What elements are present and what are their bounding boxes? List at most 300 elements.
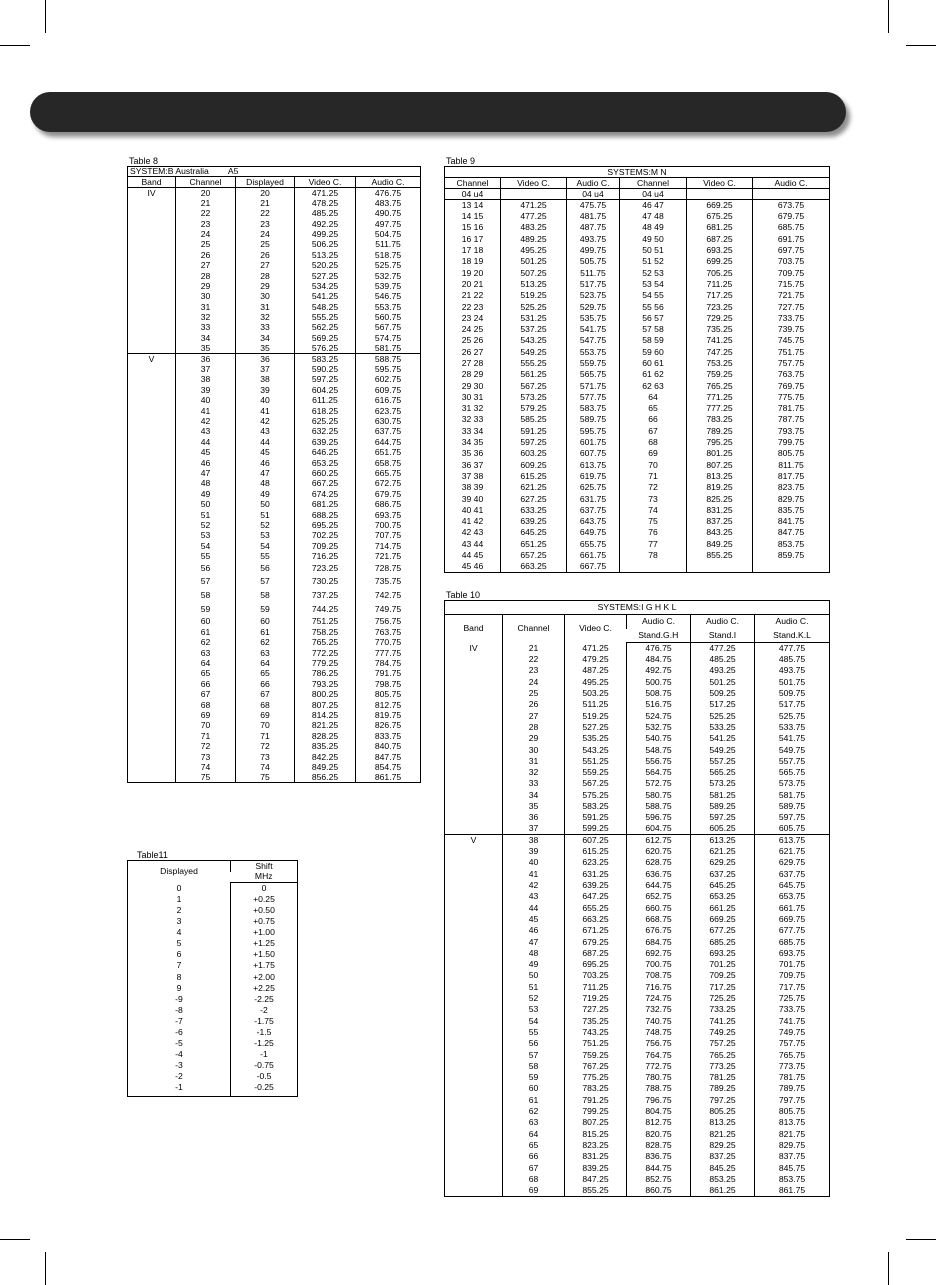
table-cell: 569.25	[295, 333, 356, 343]
table-cell: 676.75	[627, 925, 691, 936]
table-cell: 589.25	[691, 801, 755, 812]
table-cell: 64	[503, 1128, 565, 1139]
table-cell: 13 14	[461, 200, 484, 211]
table-cell: 48	[236, 478, 295, 488]
table-row	[445, 891, 830, 902]
table-cell: 37	[236, 364, 295, 374]
band-label	[128, 772, 176, 782]
table-cell: 677.25	[691, 925, 755, 936]
table-cell: 795.25	[687, 437, 753, 448]
table-cell: 693.25	[687, 245, 753, 256]
table-cell: 32	[236, 312, 295, 322]
table-cell: 611.25	[295, 395, 356, 405]
table-cell: 47	[503, 936, 565, 947]
table-cell: 759.25	[565, 1049, 627, 1060]
table-cell: 487.75	[567, 222, 620, 233]
table-cell: 693.75	[755, 948, 830, 959]
table-cell: 484.75	[627, 654, 691, 665]
band-label	[128, 617, 176, 627]
table-row	[445, 1106, 830, 1117]
table-cell: 492.75	[627, 665, 691, 676]
table-cell: -2.25	[231, 993, 298, 1004]
band-label	[128, 447, 176, 457]
table-cell: 23	[176, 219, 236, 229]
table-row	[445, 925, 830, 936]
table-cell: 751.25	[565, 1038, 627, 1049]
table-cell: 655.25	[565, 902, 627, 913]
table-row	[445, 358, 830, 369]
band-label	[445, 1038, 503, 1049]
band-label	[445, 1083, 503, 1094]
table-cell: 47	[176, 468, 236, 478]
band-label	[128, 762, 176, 772]
table-cell: 764.75	[627, 1049, 691, 1060]
table-cell: -2	[175, 1071, 183, 1082]
table-cell: 66	[236, 679, 295, 689]
table-cell: 733.75	[753, 312, 830, 323]
table-cell: 62	[503, 1106, 565, 1117]
table-cell: 535.75	[567, 312, 620, 323]
table-cell: 793.75	[753, 425, 830, 436]
table-cell: 671.25	[565, 925, 627, 936]
table8-header: Channel	[176, 177, 236, 188]
table-row	[445, 1173, 830, 1184]
table-cell: 56	[503, 1038, 565, 1049]
band-label	[128, 741, 176, 751]
table-cell: 519.25	[565, 710, 627, 721]
table-cell: -0.25	[231, 1082, 298, 1093]
table-cell: 805.75	[356, 689, 421, 699]
table-cell: 35 36	[461, 448, 484, 459]
table-cell: 23	[503, 665, 565, 676]
table-cell: 765.25	[295, 637, 356, 647]
table-row	[445, 256, 830, 267]
table-cell: 59 60	[620, 346, 687, 357]
table-cell: 70	[176, 720, 236, 730]
table8-header: Band	[128, 177, 176, 188]
table-cell: 5	[176, 938, 182, 949]
table-cell: 485.75	[755, 654, 830, 665]
table-cell: 612.75	[627, 835, 691, 846]
table-cell: 805.75	[753, 448, 830, 459]
table-cell: 61	[236, 627, 295, 637]
table-cell: 501.25	[501, 256, 567, 267]
table-row	[128, 971, 298, 982]
table-cell: 36	[236, 354, 295, 364]
table-cell: 30	[236, 291, 295, 301]
table-cell: 23	[236, 219, 295, 229]
table-cell: 609.25	[501, 459, 567, 470]
band-label	[128, 710, 176, 720]
table-cell: 833.75	[356, 731, 421, 741]
table-cell: +1.50	[231, 949, 298, 960]
table-cell: 40	[503, 857, 565, 868]
table-row	[445, 823, 830, 834]
table-cell: 691.75	[753, 233, 830, 244]
table-cell: -0.75	[231, 1060, 298, 1071]
table-cell: 807.25	[565, 1117, 627, 1128]
table-cell: 72	[176, 741, 236, 751]
table-cell: 492.25	[295, 219, 356, 229]
table-cell: 789.25	[687, 425, 753, 436]
table-cell: 573.75	[755, 778, 830, 789]
table-cell: 55	[236, 551, 295, 561]
table-cell: 551.25	[565, 755, 627, 766]
table-cell: 628.75	[627, 857, 691, 868]
table-row	[128, 1027, 298, 1038]
table-row	[445, 676, 830, 687]
table-cell: 72	[236, 741, 295, 751]
table-cell: 73	[236, 752, 295, 762]
table-cell: 576.25	[295, 343, 356, 353]
table-cell: 829.75	[755, 1140, 830, 1151]
table-cell: 75	[176, 772, 236, 782]
table-row	[445, 846, 830, 857]
table-cell: 511.75	[567, 267, 620, 278]
table-cell: 53	[503, 1004, 565, 1015]
table-cell: 54 55	[620, 290, 687, 301]
table-cell: 605.25	[691, 823, 755, 834]
table-row	[128, 700, 421, 710]
table-cell: 8	[176, 971, 182, 982]
table-cell: 27	[176, 260, 236, 270]
table-cell: 71	[236, 731, 295, 741]
table-cell: 48	[503, 948, 565, 959]
table-cell: 58	[236, 589, 295, 603]
table-cell: 567.25	[501, 380, 567, 391]
table-cell: 756.75	[627, 1038, 691, 1049]
crop-mark	[888, 0, 889, 33]
band-label	[445, 1027, 503, 1038]
table-10	[444, 600, 830, 1197]
table-cell: 505.75	[567, 256, 620, 267]
table-cell: 733.75	[755, 1004, 830, 1015]
table-cell: 688.25	[295, 510, 356, 520]
table-cell: 681.25	[295, 499, 356, 509]
table-cell: 509.25	[691, 688, 755, 699]
table-cell: 725.75	[755, 993, 830, 1004]
table-cell: 853.75	[753, 538, 830, 549]
table-cell: 644.75	[356, 437, 421, 447]
table-cell: 63	[176, 648, 236, 658]
table-cell: 740.75	[627, 1015, 691, 1026]
table-cell: 62	[236, 637, 295, 647]
table-row	[445, 403, 830, 414]
table-cell: 571.75	[567, 380, 620, 391]
table-cell: -5	[175, 1038, 183, 1049]
table-cell: 50	[236, 499, 295, 509]
table-row	[445, 437, 830, 448]
table-row	[128, 731, 421, 741]
table-cell: 675.25	[687, 211, 753, 222]
table-cell: 517.75	[567, 279, 620, 290]
table-cell: 749.75	[755, 1027, 830, 1038]
table-cell: 38 39	[461, 482, 484, 493]
table-cell: 548.25	[295, 302, 356, 312]
table-cell: 567.25	[565, 778, 627, 789]
table-cell: 541.25	[691, 733, 755, 744]
table-cell: 737.25	[295, 589, 356, 603]
band-label	[128, 198, 176, 208]
table-cell: 520.25	[295, 260, 356, 270]
table-cell: 33 34	[461, 425, 484, 436]
table-cell: 523.75	[567, 290, 620, 301]
table-cell: 627.25	[501, 493, 567, 504]
table-cell: 513.25	[501, 279, 567, 290]
table-cell: 784.75	[356, 658, 421, 668]
table-cell: 765.25	[691, 1049, 755, 1060]
table-cell: 524.75	[627, 710, 691, 721]
table-cell: 574.75	[356, 333, 421, 343]
band-label	[128, 520, 176, 530]
band-label	[445, 823, 503, 834]
table-cell: 46 47	[620, 200, 687, 211]
table10-subheader: Stand.K.L	[755, 629, 830, 643]
table-cell: 560.75	[356, 312, 421, 322]
table-cell: 56	[176, 562, 236, 575]
table-cell: 67	[176, 689, 236, 699]
table-row	[445, 970, 830, 981]
table8-header: Audio C.	[356, 177, 421, 188]
table-row	[128, 260, 421, 270]
table-cell: 791.75	[356, 669, 421, 679]
table-row	[128, 689, 421, 699]
table-cell: 33	[503, 778, 565, 789]
band-label	[445, 676, 503, 687]
table-cell: 477.25	[501, 211, 567, 222]
table-row	[128, 271, 421, 281]
table-cell: 525.25	[501, 301, 567, 312]
band-label	[128, 627, 176, 637]
table-cell: 786.25	[295, 669, 356, 679]
band-label	[445, 1106, 503, 1117]
table-cell: 46	[236, 458, 295, 468]
table-cell: 856.25	[295, 772, 356, 782]
table-cell: 639.25	[295, 437, 356, 447]
table-cell: 42	[236, 416, 295, 426]
table-cell: 852.75	[627, 1173, 691, 1184]
table-cell: 825.25	[687, 493, 753, 504]
table-cell: 725.25	[691, 993, 755, 1004]
table-cell: 651.25	[501, 538, 567, 549]
table-cell: 661.25	[691, 902, 755, 913]
table-row	[445, 482, 830, 493]
table-cell: 855.25	[565, 1185, 627, 1196]
band-label	[445, 1128, 503, 1139]
table-cell: 507.25	[501, 267, 567, 278]
table-cell: 684.75	[627, 936, 691, 947]
band-label	[128, 720, 176, 730]
table-cell: -2	[231, 1005, 298, 1016]
table-cell: 60	[503, 1083, 565, 1094]
table-cell: 837.25	[691, 1151, 755, 1162]
table-cell: 621.25	[691, 846, 755, 857]
band-label	[128, 589, 176, 603]
table-row	[128, 323, 421, 333]
table-row	[128, 406, 421, 416]
table-cell: 613.75	[755, 835, 830, 846]
table-cell: 73	[620, 493, 687, 504]
table-cell: 56	[236, 562, 295, 575]
band-label	[128, 489, 176, 499]
table-cell: 629.75	[755, 857, 830, 868]
table-row	[128, 720, 421, 730]
table-row	[445, 993, 830, 1004]
table-cell: 493.25	[691, 665, 755, 676]
table-cell: 553.75	[567, 346, 620, 357]
table-cell: 658.75	[356, 458, 421, 468]
band-label	[445, 710, 503, 721]
table-cell: 547.75	[567, 335, 620, 346]
table-cell: 861.75	[755, 1185, 830, 1196]
table-row	[445, 414, 830, 425]
table-cell: 597.25	[295, 375, 356, 385]
band-label	[445, 936, 503, 947]
table-cell: 0	[176, 882, 182, 893]
table-cell: 485.25	[295, 208, 356, 218]
table-cell: 727.75	[753, 301, 830, 312]
table-cell: 22 23	[461, 301, 484, 312]
table-cell: 541.25	[295, 291, 356, 301]
table-cell: 567.75	[356, 323, 421, 333]
table-cell: 645.25	[691, 880, 755, 891]
table-cell: 757.25	[691, 1038, 755, 1049]
table-cell: 632.25	[295, 426, 356, 436]
table-cell: 649.75	[567, 527, 620, 538]
table-row	[128, 354, 421, 364]
table10-system: SYSTEMS:I G H K L	[445, 601, 830, 615]
table-cell: 798.75	[356, 679, 421, 689]
table-cell: 20	[236, 188, 295, 198]
table-cell: 770.75	[356, 637, 421, 647]
table9-caption: Table 9	[446, 156, 476, 166]
table-row	[128, 710, 421, 720]
table-cell: 599.25	[565, 823, 627, 834]
table-cell: 51	[236, 510, 295, 520]
table-cell: 3	[176, 916, 182, 927]
table-row	[445, 902, 830, 913]
table-cell: 615.25	[565, 846, 627, 857]
table-cell: 38	[503, 835, 565, 846]
table-cell: 781.75	[755, 1072, 830, 1083]
table-cell: 747.25	[687, 346, 753, 357]
table-cell: 728.75	[356, 562, 421, 575]
table-cell: 4	[176, 927, 182, 938]
band-label	[445, 1072, 503, 1083]
table-row	[445, 448, 830, 459]
table-row	[128, 364, 421, 374]
table-cell: 787.75	[753, 414, 830, 425]
table-row	[445, 538, 830, 549]
table-cell: 615.25	[501, 471, 567, 482]
table-cell: 742.75	[356, 589, 421, 603]
table-cell: 66	[620, 414, 687, 425]
table-cell: 41	[236, 406, 295, 416]
band-label	[445, 959, 503, 970]
band-label	[445, 993, 503, 1004]
table-cell: 813.75	[755, 1117, 830, 1128]
table-cell: 741.75	[755, 1015, 830, 1026]
table-cell: 32	[503, 767, 565, 778]
band-label	[128, 406, 176, 416]
crop-mark	[45, 1252, 46, 1285]
table-cell: 517.25	[691, 699, 755, 710]
band-label	[128, 499, 176, 509]
table-row	[128, 489, 421, 499]
table-cell: 33	[176, 323, 236, 333]
band-label	[128, 458, 176, 468]
table-cell: 590.25	[295, 364, 356, 374]
table-cell: 55	[503, 1027, 565, 1038]
table-cell: 497.75	[356, 219, 421, 229]
table-cell: 54	[236, 541, 295, 551]
table-row	[128, 575, 421, 589]
table-cell: 36	[503, 812, 565, 823]
table-cell: 44 45	[461, 550, 484, 561]
table-row	[128, 312, 421, 322]
table-cell: 42	[503, 880, 565, 891]
table-cell: 669.25	[687, 200, 753, 211]
table-cell: 546.75	[356, 291, 421, 301]
table-cell: 837.75	[755, 1151, 830, 1162]
table-cell	[620, 561, 687, 572]
table-cell: 625.75	[567, 482, 620, 493]
band-label	[445, 925, 503, 936]
table-cell: 621.25	[501, 482, 567, 493]
table-row	[128, 679, 421, 689]
table-cell: -1.75	[231, 1016, 298, 1027]
table-cell: 74	[236, 762, 295, 772]
table-cell: 828.75	[627, 1140, 691, 1151]
table-row	[128, 281, 421, 291]
band-label	[445, 857, 503, 868]
table10-header: Band	[463, 623, 484, 634]
table-cell: 9	[176, 982, 182, 993]
table-cell: 660.25	[295, 468, 356, 478]
table-cell: 845.75	[755, 1162, 830, 1173]
table-cell: 757.75	[753, 358, 830, 369]
header-banner	[30, 92, 846, 132]
table-cell: 481.75	[567, 211, 620, 222]
table-cell: 22	[176, 208, 236, 218]
table-cell: 534.25	[295, 281, 356, 291]
band-label	[128, 375, 176, 385]
table-cell: 64	[236, 658, 295, 668]
table-cell: 753.25	[687, 358, 753, 369]
table-cell: 735.25	[565, 1015, 627, 1026]
table-cell: 829.75	[753, 493, 830, 504]
band-label	[445, 801, 503, 812]
table-cell: 54	[176, 541, 236, 551]
table-row	[128, 291, 421, 301]
table-row	[128, 669, 421, 679]
table-cell: 513.25	[295, 250, 356, 260]
table-cell: 34	[176, 333, 236, 343]
table-cell: 657.25	[501, 550, 567, 561]
table-cell: 637.75	[567, 505, 620, 516]
table-row	[445, 493, 830, 504]
table10-subheader: Stand.I	[691, 629, 755, 643]
table-cell: 716.25	[295, 551, 356, 561]
table-cell: 637.25	[691, 868, 755, 879]
band-label	[445, 1060, 503, 1071]
table-cell: 591.25	[565, 812, 627, 823]
table-cell: 63	[503, 1117, 565, 1128]
table-cell: 58	[176, 589, 236, 603]
band-label	[445, 846, 503, 857]
table-cell: 541.75	[567, 324, 620, 335]
table-cell: 517.75	[755, 699, 830, 710]
